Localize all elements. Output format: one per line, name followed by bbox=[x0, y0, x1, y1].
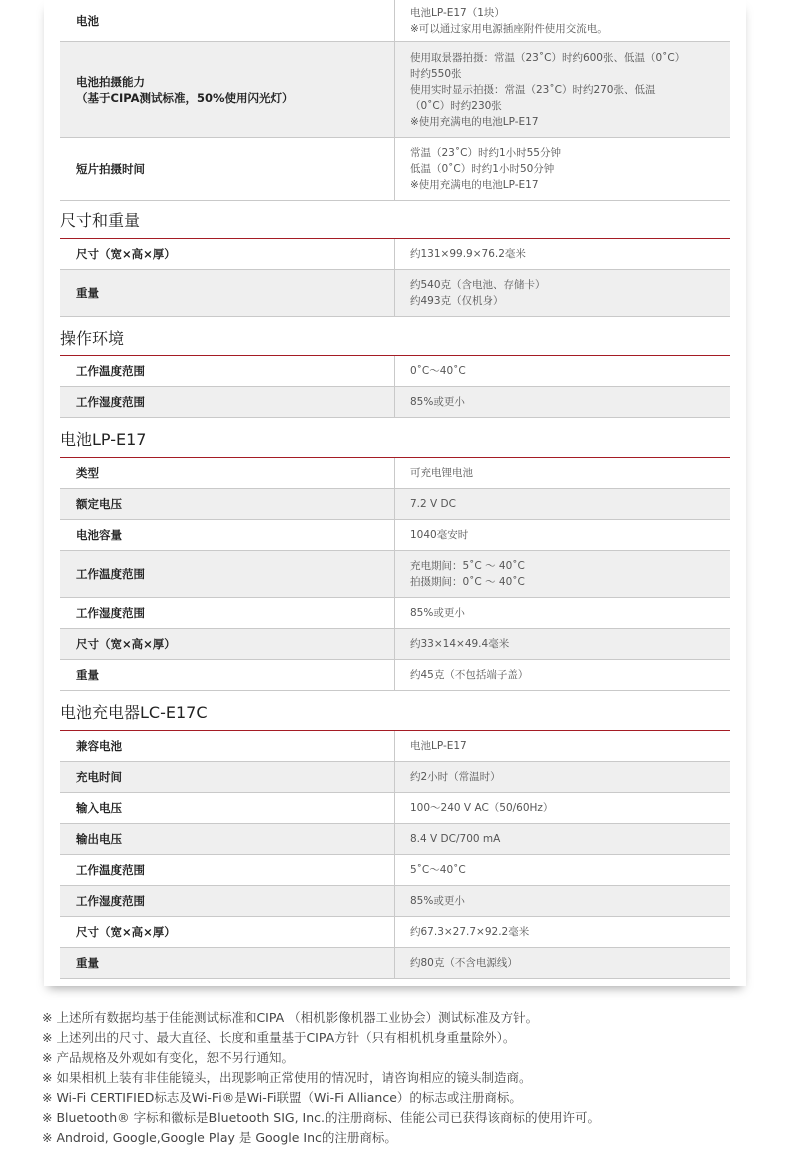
row-value: 100～240 V AC（50/60Hz） bbox=[410, 802, 554, 814]
row-value: 8.4 V DC/700 mA bbox=[410, 833, 501, 845]
row-label: 工作温度范围 bbox=[60, 551, 395, 597]
row-label: 工作温度范围 bbox=[60, 855, 395, 885]
table-row bbox=[60, 629, 730, 660]
row-label: 兼容电池 bbox=[60, 731, 395, 761]
row-value: 7.2 V DC bbox=[410, 498, 456, 510]
table-row bbox=[60, 138, 730, 201]
section-title: 操作环境 bbox=[60, 329, 125, 348]
table-row bbox=[60, 239, 730, 270]
row-label: 工作湿度范围 bbox=[60, 598, 395, 628]
row-label: 额定电压 bbox=[60, 489, 395, 519]
row-label: 重量 bbox=[60, 270, 395, 316]
row-value: 约33×14×49.4毫米 bbox=[410, 638, 510, 650]
spec-card bbox=[44, 0, 746, 986]
section-title: 电池充电器LC-E17C bbox=[60, 703, 208, 722]
table-row bbox=[60, 917, 730, 948]
footnote: ※ Android, Google,Google Play 是 Google Inc的注册商标。 bbox=[42, 1130, 397, 1145]
row-label: 工作湿度范围 bbox=[60, 387, 395, 417]
footnote: ※ Bluetooth® 字标和徽标是Bluetooth SIG, Inc.的注册商标、佳能公司已获得该商标的使用许可。 bbox=[42, 1110, 600, 1125]
table-row bbox=[60, 886, 730, 917]
table-row bbox=[60, 551, 730, 598]
row-label: 输出电压 bbox=[60, 824, 395, 854]
row-value: 充电期间：5˚C ～ 40˚C 拍摄期间：0˚C ～ 40˚C bbox=[410, 560, 525, 588]
row-value: 约540克（含电池、存储卡） 约493克（仅机身） bbox=[410, 279, 546, 307]
row-label: 充电时间 bbox=[60, 762, 395, 792]
row-value: 约45克（不包括端子盖） bbox=[410, 669, 529, 681]
row-label: 重量 bbox=[60, 660, 395, 690]
table-row bbox=[60, 42, 730, 138]
row-value: 85%或更小 bbox=[410, 607, 465, 619]
row-value: 约67.3×27.7×92.2毫米 bbox=[410, 926, 530, 938]
table-row bbox=[60, 0, 730, 42]
row-value: 85%或更小 bbox=[410, 396, 465, 408]
footnote: ※ 如果相机上装有非佳能镜头，出现影响正常使用的情况时，请咨询相应的镜头制造商。 bbox=[42, 1070, 532, 1085]
footnotes bbox=[42, 1008, 782, 1148]
row-label: 电池容量 bbox=[60, 520, 395, 550]
table-row bbox=[60, 793, 730, 824]
row-value: 约2小时（常温时） bbox=[410, 771, 501, 783]
table-row bbox=[60, 598, 730, 629]
footnote: ※ 上述列出的尺寸、最大直径、长度和重量基于CIPA方针（只有相机机身重量除外）。 bbox=[42, 1030, 516, 1045]
row-label: 尺寸（宽×高×厚） bbox=[60, 917, 395, 947]
row-value: 0˚C～40˚C bbox=[410, 365, 466, 377]
section-title: 尺寸和重量 bbox=[60, 211, 141, 230]
row-label: 输入电压 bbox=[60, 793, 395, 823]
row-label: 工作湿度范围 bbox=[60, 886, 395, 916]
table-row bbox=[60, 356, 730, 387]
row-value: 使用取景器拍摄：常温（23˚C）时约600张、低温（0˚C） 时约550张 使用实时显示拍摄：常温（23˚C）时约270张、低温 （0˚C）时约230张 ※使用充满电的电池LP-E17 bbox=[410, 51, 686, 128]
table-row bbox=[60, 270, 730, 317]
table-row bbox=[60, 762, 730, 793]
table-row bbox=[60, 520, 730, 551]
table-row bbox=[60, 948, 730, 979]
table-row bbox=[60, 855, 730, 886]
table-row bbox=[60, 660, 730, 691]
row-label: 尺寸（宽×高×厚） bbox=[60, 239, 395, 269]
row-value: 1040毫安时 bbox=[410, 529, 469, 541]
row-label: 重量 bbox=[60, 948, 395, 978]
row-label: 电池拍摄能力 （基于CIPA测试标准，50%使用闪光灯） bbox=[60, 42, 395, 137]
table-row bbox=[60, 731, 730, 762]
row-label: 尺寸（宽×高×厚） bbox=[60, 629, 395, 659]
footnote: ※ 产品规格及外观如有变化，恕不另行通知。 bbox=[42, 1050, 294, 1065]
row-value: 5˚C～40˚C bbox=[410, 864, 466, 876]
row-value: 85%或更小 bbox=[410, 895, 465, 907]
table-row bbox=[60, 387, 730, 418]
footnote: ※ 上述所有数据均基于佳能测试标准和CIPA （相机影像机器工业协会）测试标准及方针。 bbox=[42, 1010, 539, 1025]
table-row bbox=[60, 458, 730, 489]
row-value: 约80克（不含电源线） bbox=[410, 957, 518, 969]
section-title: 电池LP-E17 bbox=[60, 430, 147, 449]
row-value: 约131×99.9×76.2毫米 bbox=[410, 248, 526, 260]
row-label: 电池 bbox=[60, 0, 395, 41]
row-label: 工作温度范围 bbox=[60, 356, 395, 386]
footnote: ※ Wi-Fi CERTIFIED标志及Wi-Fi®是Wi-Fi联盟（Wi-Fi Alliance）的标志或注册商标。 bbox=[42, 1090, 522, 1105]
table-row bbox=[60, 489, 730, 520]
row-value: 可充电锂电池 bbox=[410, 467, 473, 479]
row-label: 短片拍摄时间 bbox=[60, 138, 395, 200]
row-value: 电池LP-E17 bbox=[410, 740, 467, 752]
row-value: 电池LP-E17（1块） ※可以通过家用电源插座附件使用交流电。 bbox=[410, 6, 608, 35]
row-value: 常温（23˚C）时约1小时55分钟 低温（0˚C）时约1小时50分钟 ※使用充满电的电池LP-E17 bbox=[410, 147, 561, 191]
row-label: 类型 bbox=[60, 458, 395, 488]
table-row bbox=[60, 824, 730, 855]
